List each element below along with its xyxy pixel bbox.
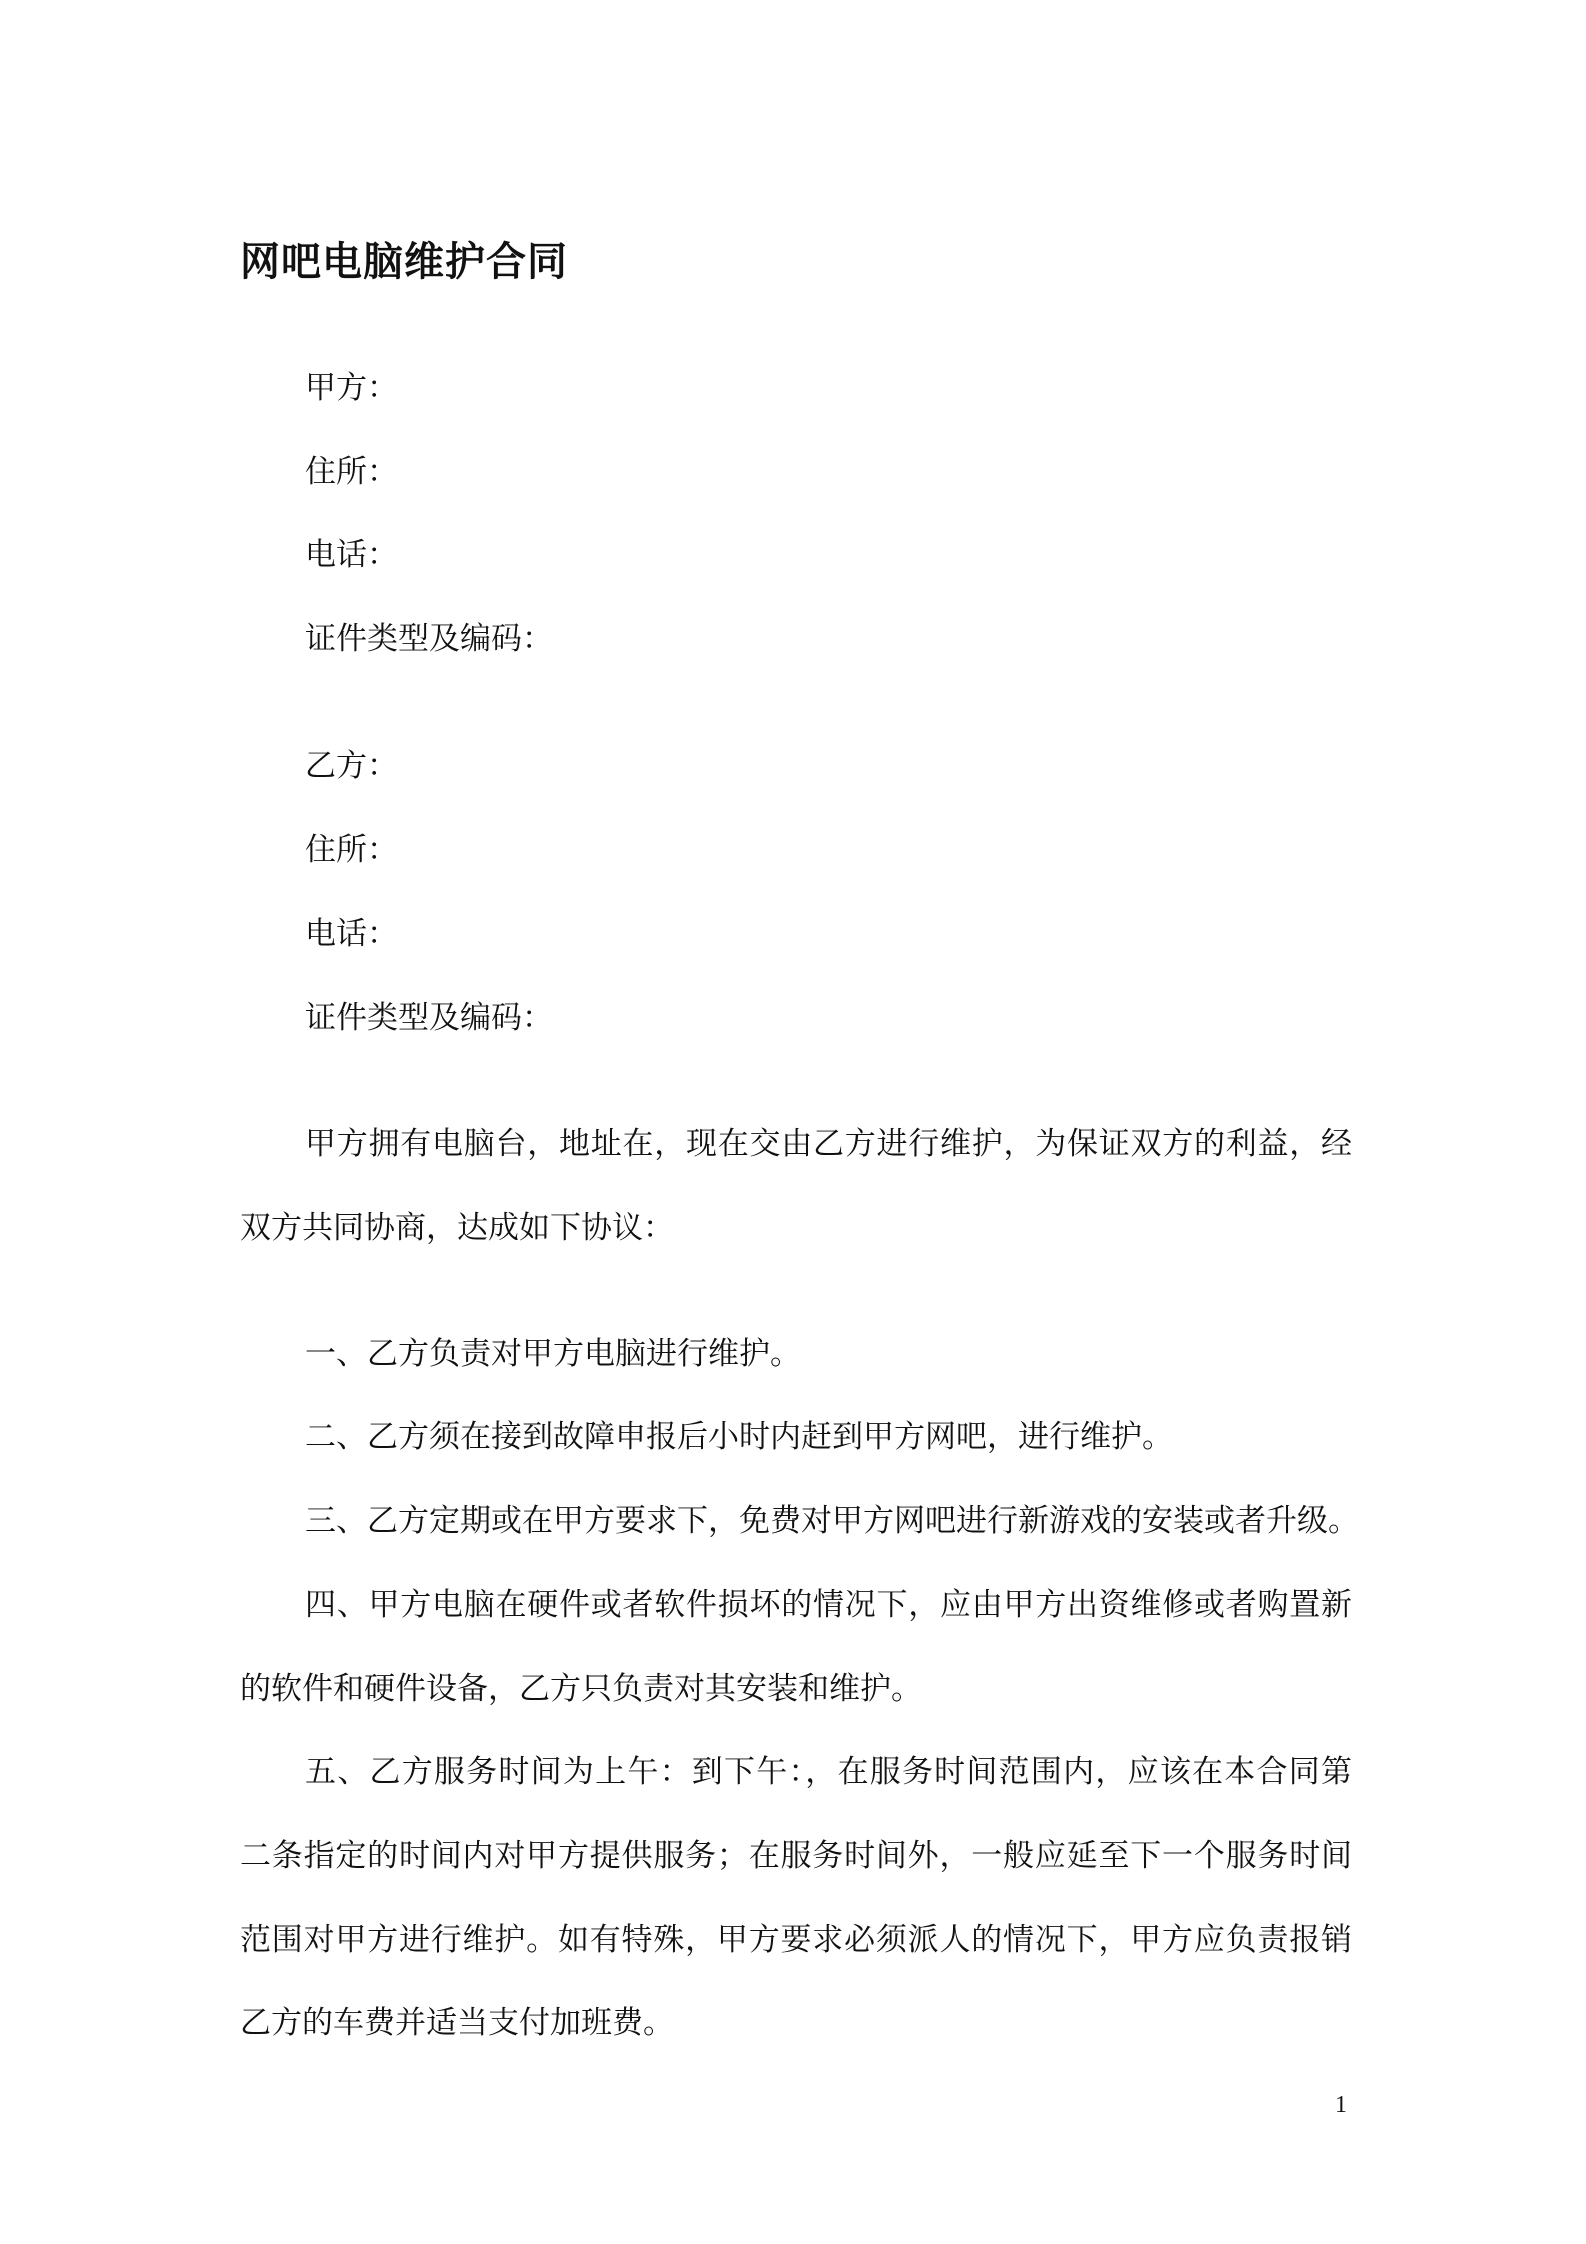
document-title: 网吧电脑维护合同 [240, 239, 568, 285]
clause-4-line: 四、甲方电脑在硬件或者软件损坏的情况下，应由甲方出资维修或者购置新 [305, 1587, 1352, 1623]
clause-3: 三、乙方定期或在甲方要求下，免费对甲方网吧进行新游戏的安装或者升级。 [305, 1503, 1359, 1539]
party-a-address-label: 住所： [305, 454, 398, 490]
party-a-phone-label: 电话： [305, 537, 398, 573]
clause-5-line: 乙方的车费并适当支付加班费。 [240, 2005, 674, 2041]
clause-5-line: 五、乙方服务时间为上午：到下午：，在服务时间范围内，应该在本合同第 [305, 1754, 1352, 1790]
clause-1: 一、乙方负责对甲方电脑进行维护。 [305, 1336, 801, 1372]
clause-5-line: 二条指定的时间内对甲方提供服务；在服务时间外，一般应延至下一个服务时间 [240, 1838, 1352, 1874]
intro-line: 双方共同协商，达成如下协议： [240, 1210, 674, 1246]
clause-2: 二、乙方须在接到故障申报后小时内赶到甲方网吧，进行维护。 [305, 1419, 1173, 1455]
party-a-id-label: 证件类型及编码： [305, 621, 553, 657]
party-b-name-label: 乙方： [305, 748, 398, 784]
party-b-address-label: 住所： [305, 832, 398, 868]
clause-4-line: 的软件和硬件设备，乙方只负责对其安装和维护。 [240, 1671, 922, 1707]
page-number: 1 [1335, 2092, 1347, 2118]
party-a-name-label: 甲方： [305, 370, 398, 406]
clause-5-line: 范围对甲方进行维护。如有特殊，甲方要求必须派人的情况下，甲方应负责报销 [240, 1922, 1352, 1958]
party-b-id-label: 证件类型及编码： [305, 1000, 553, 1036]
party-b-phone-label: 电话： [305, 916, 398, 952]
intro-line: 甲方拥有电脑台，地址在，现在交由乙方进行维护，为保证双方的利益，经 [305, 1126, 1352, 1162]
